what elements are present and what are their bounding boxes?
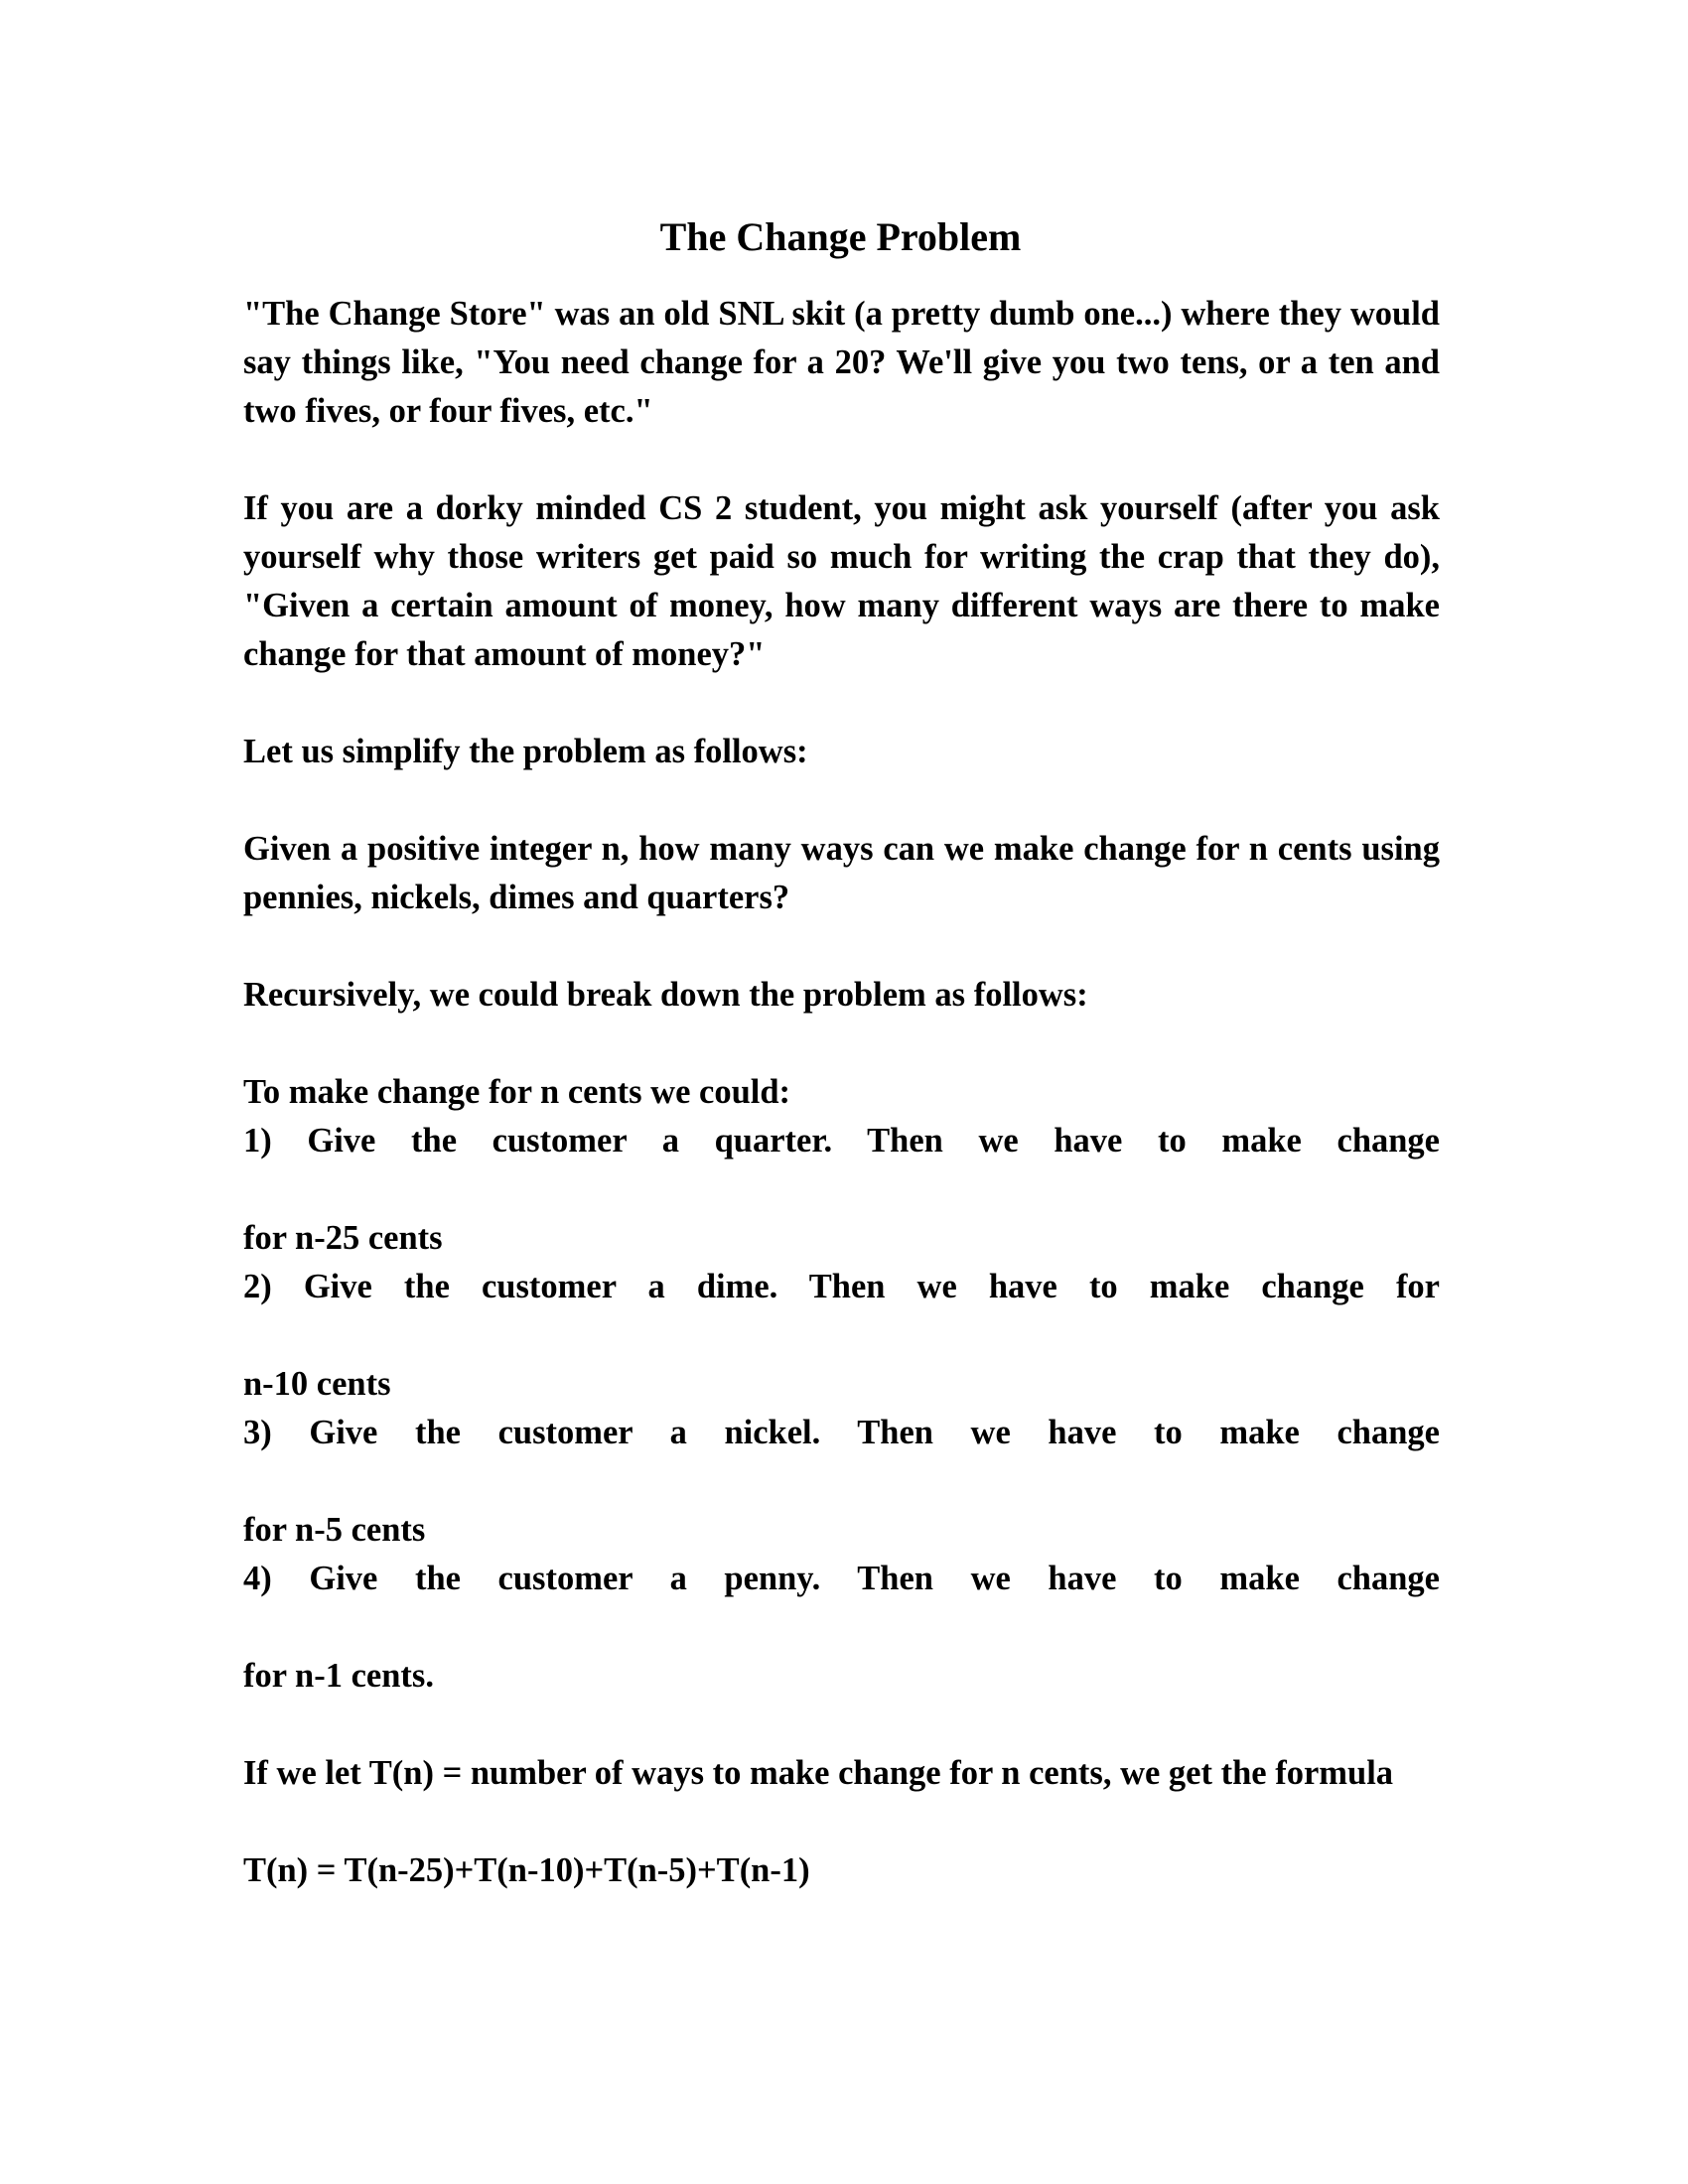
steps-lead-in: To make change for n cents we could:: [243, 1073, 791, 1111]
paragraph-recursive-intro: Recursively, we could break down the problem as follows:: [243, 976, 1088, 1014]
paragraph-simplify: Let us simplify the problem as follows:: [243, 733, 808, 770]
step-4-line-2: for n-1 cents.: [243, 1657, 434, 1695]
make-change-steps-block: [243, 1068, 1440, 1701]
step-1-line-2: for n-25 cents: [243, 1219, 443, 1257]
step-3-line-2: for n-5 cents: [243, 1511, 426, 1549]
step-4-line-1: 4) Give the customer a penny. Then we have to make change: [243, 1560, 1440, 1597]
paragraph-dorky-cs2: If you are a dorky minded CS 2 student, you might ask yourself (after you ask yourself why those writers get paid so much for writing the crap that they do), "Given a certain amount of money, how many different ways are there to make change for that amount of money?": [243, 489, 1440, 673]
step-2-line-1: 2) Give the customer a dime. Then we have to make change for: [243, 1268, 1440, 1305]
step-3-line-1: 3) Give the customer a nickel. Then we have to make change: [243, 1414, 1440, 1451]
step-1-line-1: 1) Give the customer a quarter. Then we have to make change: [243, 1122, 1440, 1160]
paragraph-problem-statement: Given a positive integer n, how many ways can we make change for n cents using pennies, nickels, dimes and quarters?: [243, 830, 1440, 916]
page-title: The Change Problem: [659, 213, 1022, 259]
step-2-line-2: n-10 cents: [243, 1365, 391, 1403]
recurrence-formula: T(n) = T(n-25)+T(n-10)+T(n-5)+T(n-1): [243, 1851, 810, 1889]
paragraph-intro-sketch: "The Change Store" was an old SNL skit (a pretty dumb one...) where they would say things like, "You need change for a 20? We'll give you two tens, or a ten and two fives, or four fives, etc.": [243, 295, 1440, 430]
paragraph-formula-intro: If we let T(n) = number of ways to make change for n cents, we get the formula: [243, 1754, 1394, 1792]
document-body: [243, 290, 1440, 1895]
